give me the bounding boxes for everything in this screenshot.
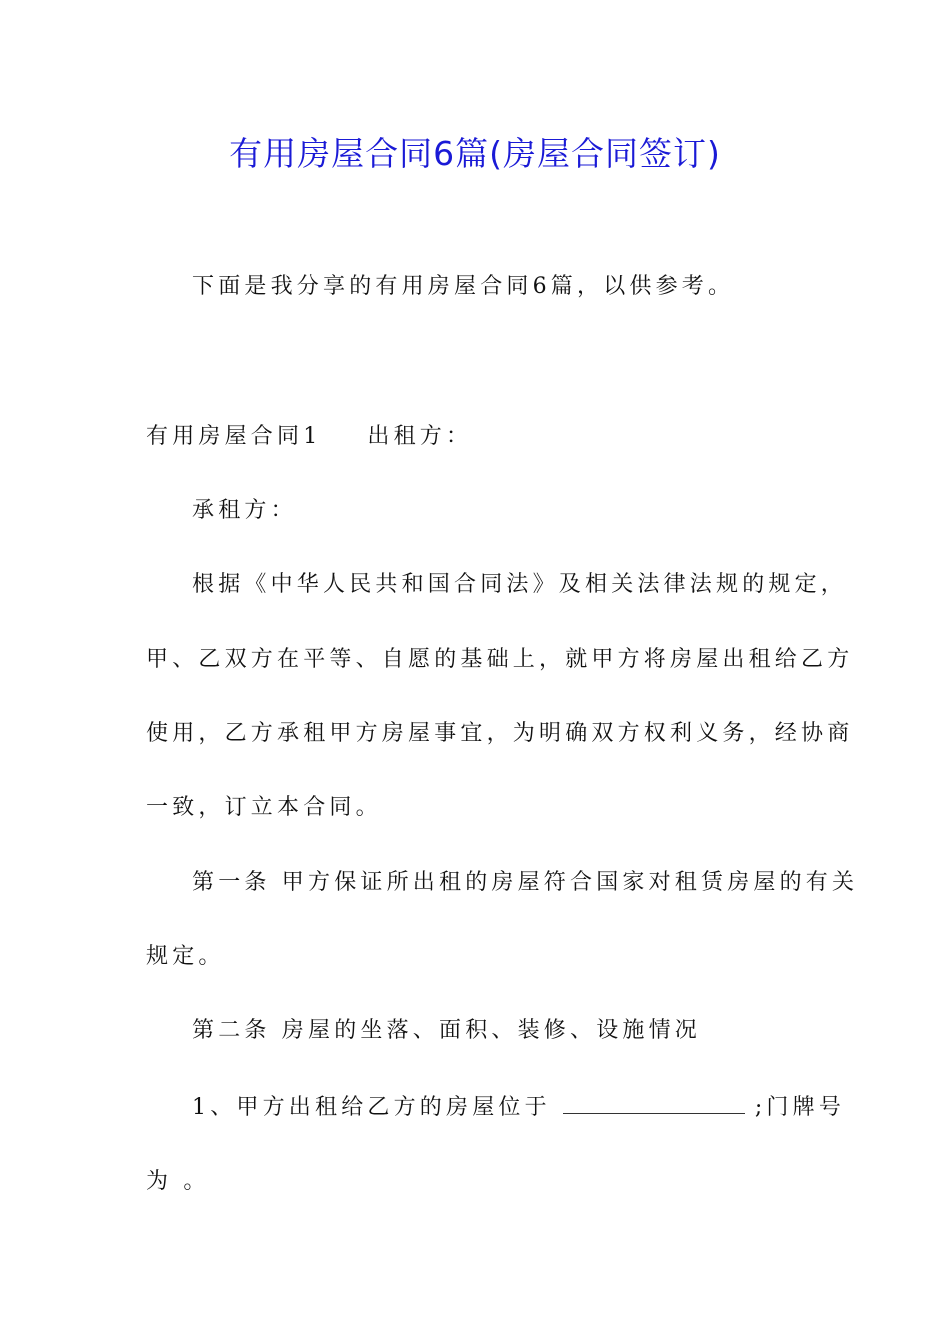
- document-title: 有用房屋合同6篇(房屋合同签订): [229, 134, 721, 173]
- lessee-label: 承租方：: [192, 498, 297, 523]
- basis-paragraph-line-2: 甲、乙双方在平等、自愿的基础上，就甲方将房屋出租给乙方: [146, 647, 854, 672]
- basis-paragraph-line-4: 一致，订立本合同。: [146, 795, 382, 820]
- address-blank-line: [563, 1095, 745, 1114]
- lessor-label: 出租方：: [367, 424, 473, 449]
- article-1-line-1: 第一条 甲方保证所出租的房屋符合国家对租赁房屋的有关: [192, 870, 859, 895]
- item-1-line-1: [192, 1093, 845, 1123]
- item-1-prefix: 1、甲方出租给乙方的房屋位于: [192, 1095, 551, 1120]
- article-2-heading: 第二条 房屋的坐落、面积、装修、设施情况: [192, 1018, 701, 1043]
- intro-paragraph: 下面是我分享的有用房屋合同6篇，以供参考。: [192, 274, 735, 299]
- item-1-suffix: ;门牌号: [754, 1095, 846, 1120]
- basis-paragraph-line-1: 根据《中华人民共和国合同法》及相关法律法规的规定，: [192, 572, 848, 597]
- item-1-line-2: 为 。: [146, 1169, 210, 1194]
- section-heading-line: [146, 422, 472, 452]
- article-1-line-2: 规定。: [146, 944, 225, 969]
- basis-paragraph-line-3: 使用，乙方承租甲方房屋事宜，为明确双方权利义务，经协商: [146, 721, 854, 746]
- section-heading: 有用房屋合同1: [146, 424, 322, 449]
